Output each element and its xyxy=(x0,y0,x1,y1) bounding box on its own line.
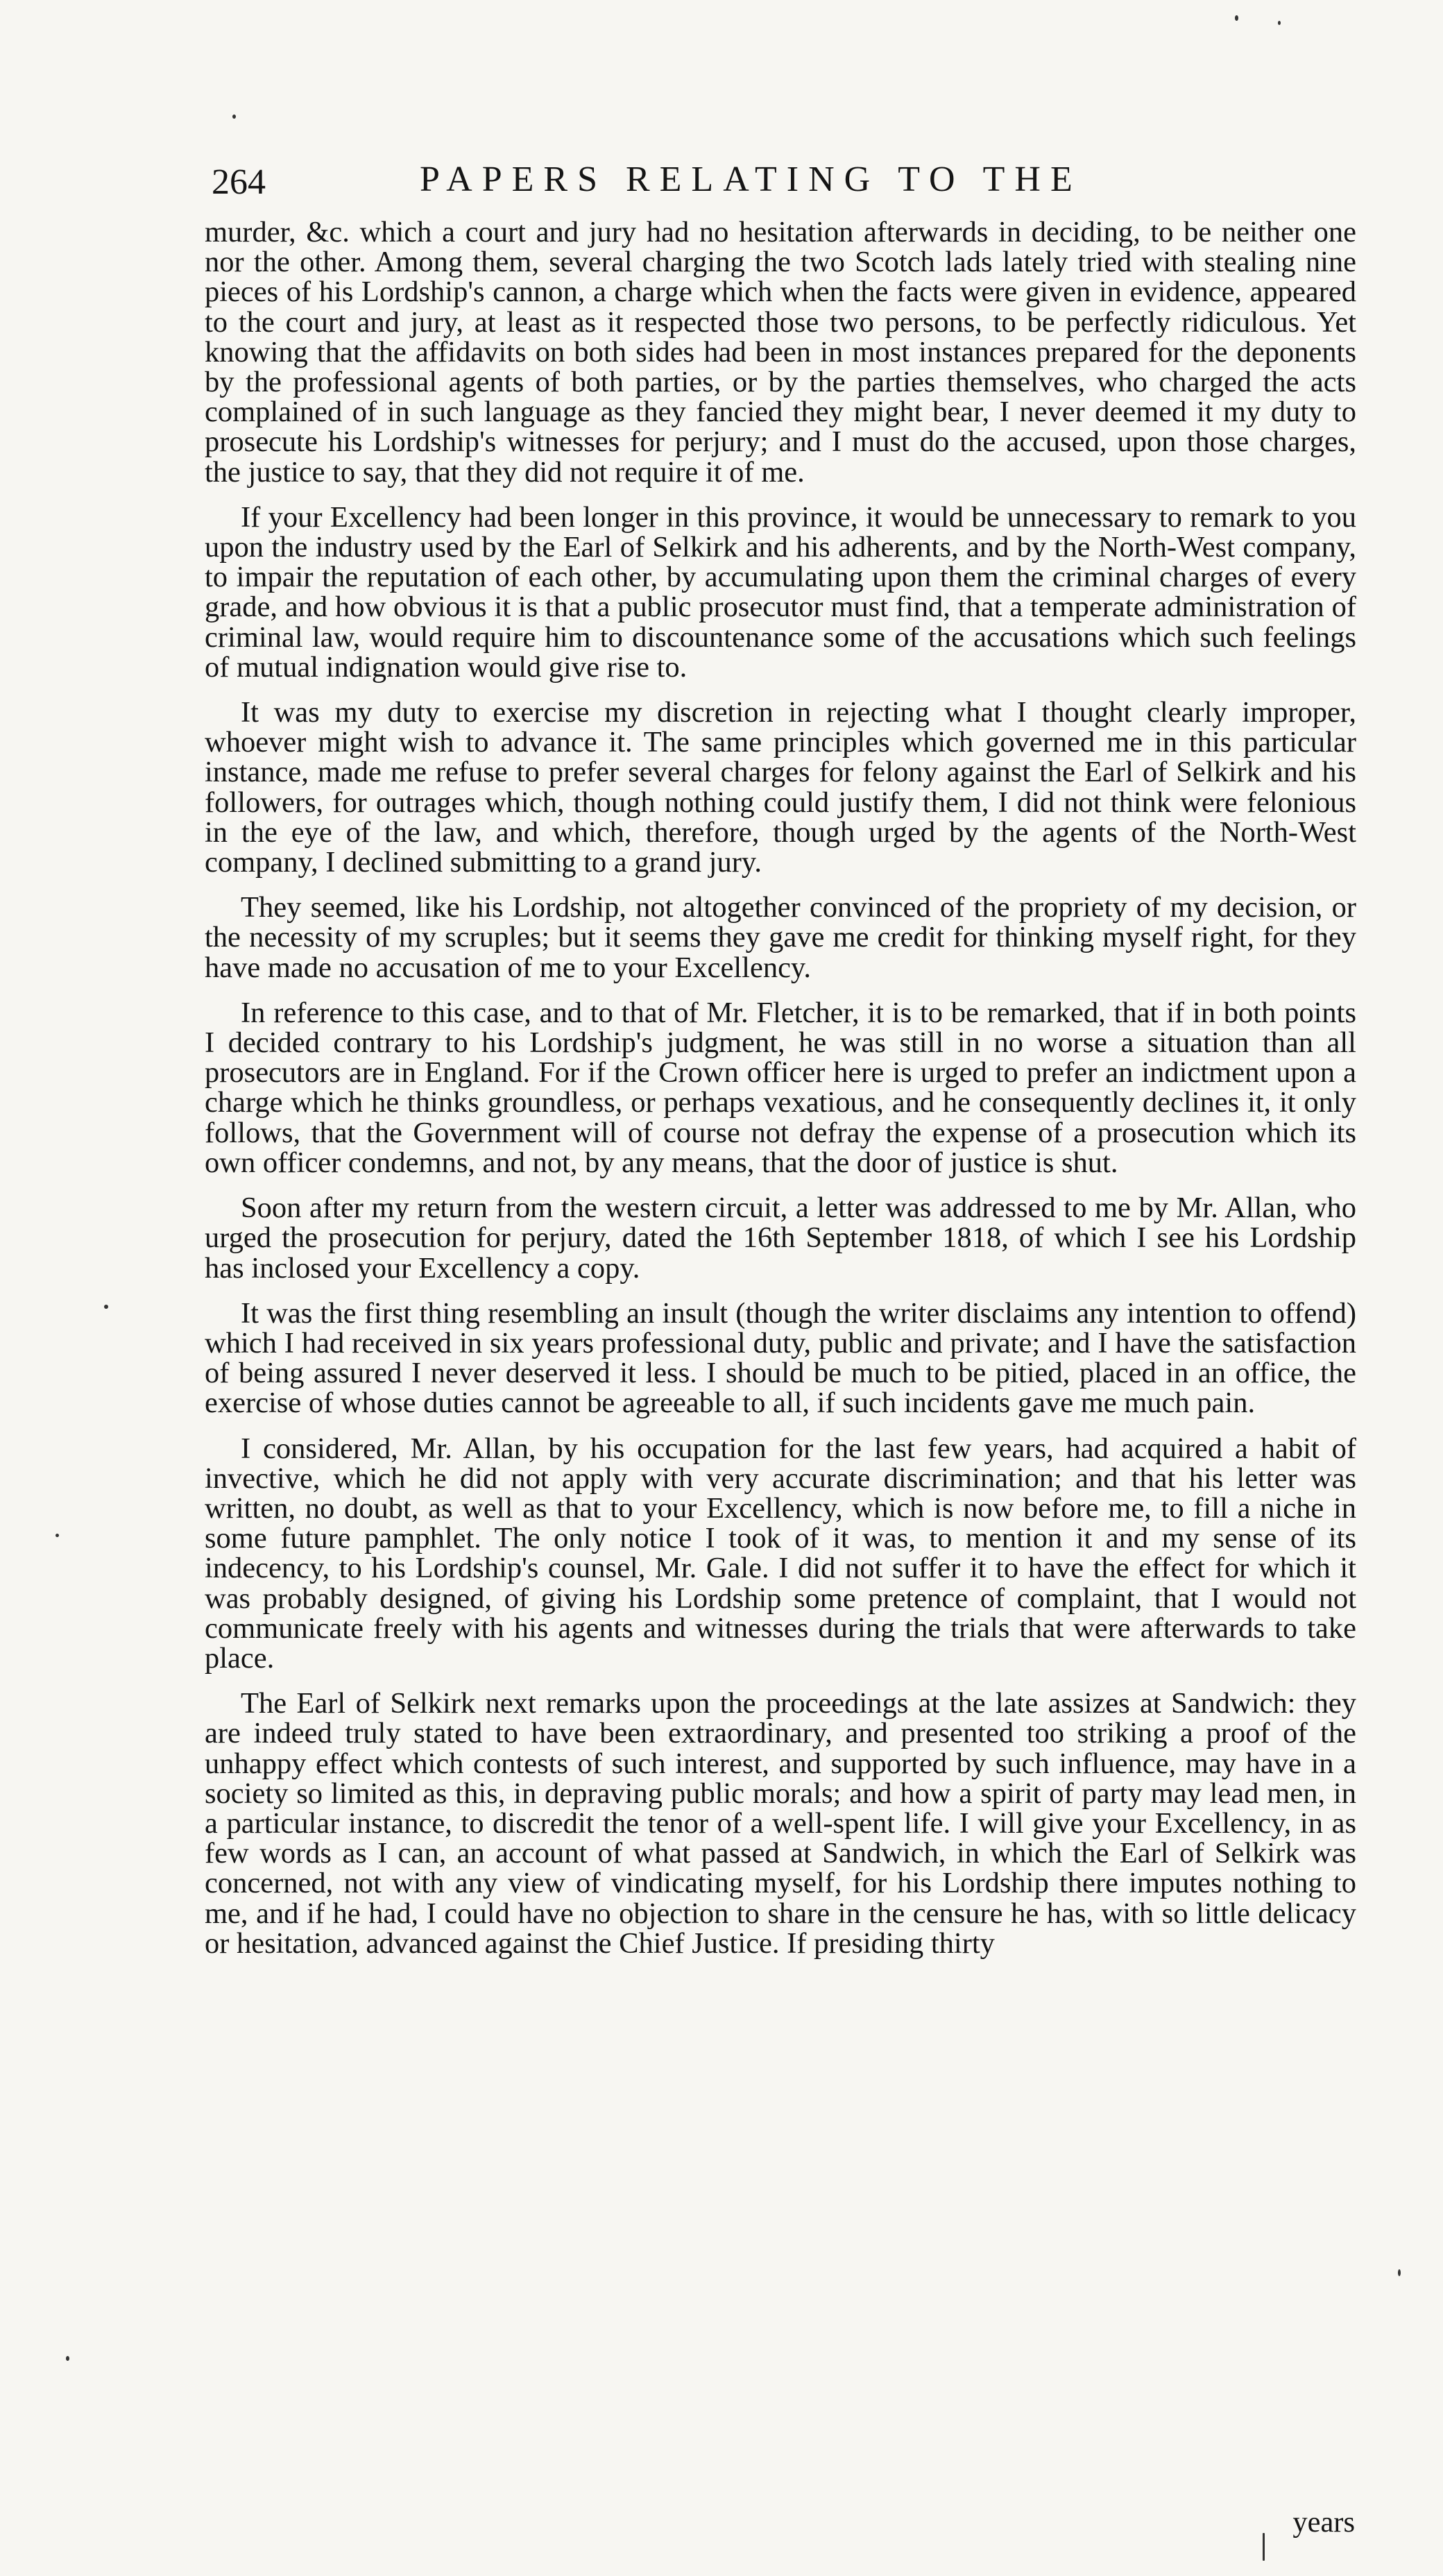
paragraph: murder, &c. which a court and jury had no hesitation afterwards in deciding, to be neither one nor the other. Among them, several charging the two Scotch lads lately tried with stealing nine pieces of his Lordship's cannon, a charge which when the facts were given in evidence, appeared to the court and jury, at least as it respected those two persons, to be perfectly ridiculous. Yet knowing that the affidavits on both sides had been in most instances prepared for the deponents by the professional agents of both parties, or by the parties themselves, who charged the acts complained of in such language as they fancied they might bear, I never deemed it my duty to prosecute his Lordship's witnesses for perjury; and I must do the accused, upon those charges, the justice to say, that they did not require it of me. xyxy=(205,216,1356,489)
scan-speck xyxy=(1235,15,1238,21)
scan-speck xyxy=(1398,2269,1401,2276)
running-head: PAPERS RELATING TO THE xyxy=(420,160,1082,199)
paragraph: In reference to this case, and to that of Mr. Fletcher, it is to be remarked, that if in both points I decided contrary to his Lordship's judgment, he was still in no worse a situation than all prosecutors are in England. For if the Crown officer here is urged to prefer an indictment upon a charge which he thinks groundless, or perhaps vexatious, and he consequently declines it, it only follows, that the Government will of course not defray the expense of a prosecution which its own officer condemns, and not, by any means, that the door of justice is shut. xyxy=(205,996,1356,1179)
paragraph: It was my duty to exercise my discretion in rejecting what I thought clearly improper, whoever might wish to advance it. The same principles which governed me in this particular instance, made me refuse to prefer several charges for felony against the Earl of Selkirk and his followers, for outrages which, though nothing could justify them, I did not think were felonious in the eye of the law, and which, therefore, though urged by the agents of the North-West company, I declined submitting to a grand jury. xyxy=(205,696,1356,879)
page-number: 264 xyxy=(212,162,266,202)
body-text xyxy=(205,217,1356,1974)
book-page xyxy=(205,149,1356,2539)
paragraph: If your Excellency had been longer in this province, it would be unnecessary to remark to you upon the industry used by the Earl of Selkirk and his adherents, and by the North-West company, to impair the reputation of each other, by accumulating upon them the criminal charges of every grade, and how obvious it is that a public prosecutor must find, that a temperate administration of criminal law, would require him to discountenance some of the accusations which such feelings of mutual indignation would give rise to. xyxy=(205,500,1356,684)
scan-speck xyxy=(56,1534,59,1537)
scan-speck xyxy=(66,2356,69,2361)
scan-speck xyxy=(1263,2533,1265,2561)
paragraph: It was the first thing resembling an insult (though the writer disclaims any intention to offend) which I had received in six years professional duty, public and private; and I have the satisfaction of being assured I never deserved it less. I should be much to be pitied, placed in an office, the exercise of whose duties cannot be agreeable to all, if such incidents gave me much pain. xyxy=(205,1296,1356,1420)
scan-speck xyxy=(104,1305,108,1309)
scan-speck xyxy=(1278,21,1281,25)
paragraph: They seemed, like his Lordship, not altogether convinced of the propriety of my decision, or the necessity of my scruples; but it seems they gave me credit for thinking myself right, for they have made no accusation of me to your Excellency. xyxy=(205,891,1356,984)
paragraph: The Earl of Selkirk next remarks upon the proceedings at the late assizes at Sandwich: they are indeed truly stated to have been extraordinary, and presented too striking a proof of the unhappy effect which contests of such interest, and supported by such influence, may have in a society so limited as this, in depraving public morals; and how a spirit of party may lead men, in a particular instance, to discredit the tenor of a well-spent life. I will give your Excellency, in as few words as I can, an account of what passed at Sandwich, in which the Earl of Selkirk was concerned, not with any view of vindicating myself, for his Lordship there imputes nothing to me, and if he had, I could have no objection to share in the censure he has, with so little delicacy or hesitation, advanced against the Chief Justice. If presiding thirty xyxy=(205,1687,1356,1960)
paragraph: Soon after my return from the western circuit, a letter was addressed to me by Mr. Allan, who urged the prosecution for perjury, dated the 16th September 1818, of which I see his Lordship has inclosed your Excellency a copy. xyxy=(205,1192,1356,1285)
page-header xyxy=(205,149,1356,215)
catchword: years xyxy=(1292,2506,1355,2539)
paragraph: I considered, Mr. Allan, by his occupation for the last few years, had acquired a habit of invective, which he did not apply with very accurate discrimination; and that his letter was written, no doubt, as well as that to your Excellency, which is now before me, to fill a niche in some future pamphlet. The only notice I took of it was, to mention it and my sense of its indecency, to his Lordship's counsel, Mr. Gale. I did not suffer it to have the effect for which it was probably designed, of giving his Lordship some pretence of complaint, that I would not communicate freely with his agents and witnesses during the trials that were afterwards to take place. xyxy=(205,1432,1356,1675)
scan-speck xyxy=(232,115,236,119)
